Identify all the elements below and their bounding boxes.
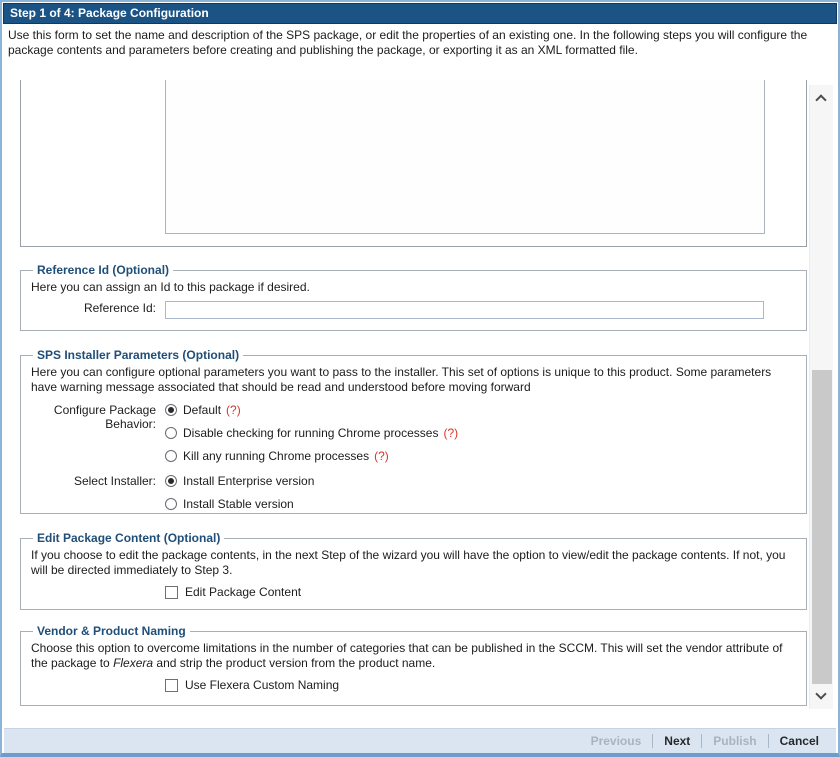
form-scroll-viewport bbox=[4, 80, 807, 714]
installer-parameters-legend: SPS Installer Parameters (Optional) bbox=[37, 348, 240, 362]
package-name-group-clipped bbox=[20, 80, 807, 247]
checkbox-label: Use Flexera Custom Naming bbox=[185, 678, 340, 692]
radio-option-label: Disable checking for running Chrome processes bbox=[183, 426, 439, 440]
vendor-product-naming-section bbox=[20, 624, 807, 706]
vertical-scrollbar[interactable] bbox=[809, 85, 833, 709]
chevron-down-icon bbox=[815, 688, 826, 699]
scrollbar-thumb[interactable] bbox=[812, 370, 832, 684]
configure-behavior-label: Configure Package Behavior: bbox=[53, 403, 156, 431]
radio-option-label: Kill any running Chrome processes bbox=[183, 449, 370, 463]
warning-help-link[interactable]: (?) bbox=[443, 426, 459, 440]
scroll-up-button[interactable] bbox=[810, 89, 834, 109]
radio-button-icon[interactable] bbox=[165, 427, 177, 439]
radio-option-label: Default bbox=[183, 403, 222, 417]
installer-parameters-description: Here you can configure optional parameters you want to pass to the installer. This set of options is unique to this product. Some parameters have warning message associated that should be read and understood before moving forward bbox=[31, 365, 772, 394]
reference-id-description: Here you can assign an Id to this package if desired. bbox=[31, 280, 310, 294]
radio-option-disable-checking[interactable] bbox=[165, 426, 796, 440]
package-description-textarea[interactable] bbox=[165, 80, 765, 234]
wizard-title-bar bbox=[3, 3, 837, 24]
checkbox-icon[interactable] bbox=[165, 679, 178, 692]
installer-parameters-section bbox=[20, 348, 807, 514]
radio-option-default[interactable] bbox=[165, 403, 796, 417]
radio-option-label: Install Enterprise version bbox=[183, 474, 315, 488]
reference-id-section bbox=[20, 263, 807, 331]
select-installer-label: Select Installer: bbox=[73, 474, 156, 488]
chevron-up-icon bbox=[815, 94, 826, 105]
cancel-button[interactable]: Cancel bbox=[769, 734, 830, 748]
edit-package-content-description: If you choose to edit the package contents, in the next Step of the wizard you will have the option to view/edit the package contents. If not, you will be directed immediately to Step 3. bbox=[31, 548, 786, 577]
edit-package-content-section bbox=[20, 531, 807, 610]
vendor-product-naming-description: Choose this option to overcome limitations in the number of categories that can be published in the SCCM. This will set the vendor attribute of the package to Flexera and strip the product version from the product name. bbox=[31, 641, 783, 670]
radio-option-label: Install Stable version bbox=[183, 497, 294, 511]
radio-button-icon[interactable] bbox=[165, 450, 177, 462]
wizard-footer bbox=[4, 728, 836, 753]
vendor-product-naming-legend: Vendor & Product Naming bbox=[37, 624, 186, 638]
edit-package-content-legend: Edit Package Content (Optional) bbox=[37, 531, 221, 545]
radio-option-kill-processes[interactable] bbox=[165, 449, 796, 463]
radio-option-stable[interactable] bbox=[165, 497, 796, 511]
reference-id-input[interactable] bbox=[165, 301, 764, 319]
warning-help-link[interactable]: (?) bbox=[374, 449, 389, 463]
reference-id-legend: Reference Id (Optional) bbox=[37, 263, 170, 277]
radio-option-enterprise[interactable] bbox=[165, 474, 796, 488]
page-title: Step 1 of 4: Package Configuration bbox=[10, 6, 209, 20]
edit-package-content-checkbox-row[interactable] bbox=[165, 585, 796, 599]
warning-help-link[interactable]: (?) bbox=[226, 403, 241, 417]
publish-button[interactable]: Publish bbox=[702, 734, 767, 748]
wizard-description: Use this form to set the name and description of the SPS package, or edit the properties of an existing one. In the following steps you will configure the package contents and parameters before creating and publishing the package, or exporting it as an XML formatted file. bbox=[8, 28, 808, 57]
reference-id-label: Reference Id: bbox=[83, 301, 156, 315]
radio-button-icon[interactable] bbox=[165, 404, 177, 416]
checkbox-label: Edit Package Content bbox=[185, 585, 302, 599]
previous-button[interactable]: Previous bbox=[580, 734, 653, 748]
checkbox-icon[interactable] bbox=[165, 586, 178, 599]
scroll-down-button[interactable] bbox=[810, 687, 834, 707]
next-button[interactable]: Next bbox=[653, 734, 701, 748]
flexera-custom-naming-checkbox-row[interactable] bbox=[165, 678, 796, 692]
radio-button-icon[interactable] bbox=[165, 475, 177, 487]
radio-button-icon[interactable] bbox=[165, 498, 177, 510]
